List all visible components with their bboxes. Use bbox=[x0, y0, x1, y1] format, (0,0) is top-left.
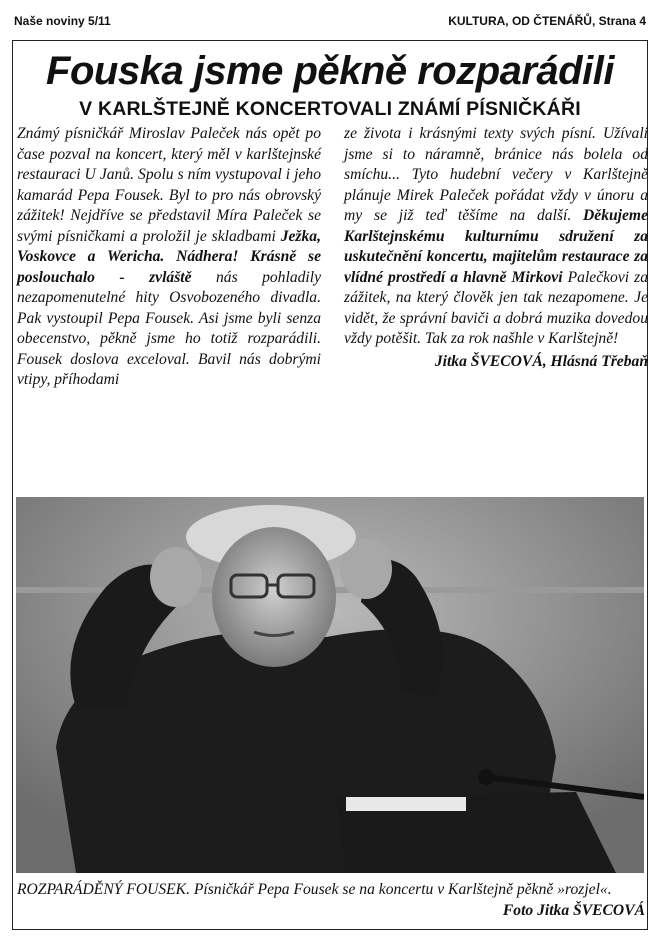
photo-caption: ROZPARÁDĚNÝ FOUSEK. Písničkář Pepa Fousek se na koncertu v Karlštejně pěkně »rozjel«. bbox=[17, 881, 612, 898]
photo-credit: Foto Jitka ŠVECOVÁ bbox=[502, 902, 645, 919]
col2-text-b: Děkujeme Karlštejnskému kulturnímu sdružení za uskutečnění koncertu, majitelům restaurace za vlídné prostředí a hlavně Mirkovi bbox=[344, 207, 648, 286]
author-signature: Jitka ŠVECOVÁ, Hlásná Třebaň bbox=[434, 352, 648, 370]
col1-text-b: Ježka, Voskovce a Wericha. Nádhera! Krásně se poslouchalo - zvláště bbox=[17, 227, 321, 286]
issue-label: Naše noviny 5/11 bbox=[14, 14, 111, 28]
article-column-1 bbox=[17, 124, 321, 391]
col1-text-a: Známý písničkář Miroslav Paleček nás opět po čase pozval na koncert, který měl v karlštejnské restauraci U Janů. Spolu s ním vystupoval i jeho kamarád Pepa Fousek. Byl to pro nás obrovský zážitek! Nejdříve se představil Míra Paleček se svými písničkami a proložil je skladbami bbox=[17, 125, 321, 245]
col2-text-a: ze života i krásnými texty svých písní. Užívali jsme si to náramně, bránice nás bolela od smíchu... Tyto hudební večery v Karlštejně plánuje Mirek Paleček pořádat vždy v únoru a my se již teď těšíme na další. bbox=[344, 125, 648, 224]
photo-caption-block bbox=[17, 879, 645, 919]
performer-photo bbox=[16, 497, 644, 873]
running-header bbox=[14, 14, 646, 28]
col1-text-c: nás pohladily nezapomenutelné hity Osvobozeného divadla. Pak vystoupil Pepa Fousek. Asi jsme byli senza obecenstvo, pěkně jsme ho totiž rozparádili. Fousek doslova exceloval. Bavil nás dobrými vtipy, příhodami bbox=[17, 268, 321, 388]
col2-text-c: Palečkovi za zážitek, na který člověk jen tak nezapomene. Je vidět, že správní baviči a dobrá muzika dovedou vždy potěšit. Tak za rok našhle v Karlštejně! bbox=[344, 268, 649, 347]
subheadline: V KARLŠTEJNĚ KONCERTOVALI ZNÁMÍ PÍSNIČKÁŘI bbox=[79, 98, 581, 120]
photo-illustration bbox=[16, 497, 644, 873]
headline: Fouska jsme pěkně rozparádili bbox=[46, 49, 614, 93]
section-page-label: KULTURA, OD ČTENÁŘŮ, Strana 4 bbox=[448, 14, 646, 28]
article-column-2 bbox=[344, 124, 648, 372]
